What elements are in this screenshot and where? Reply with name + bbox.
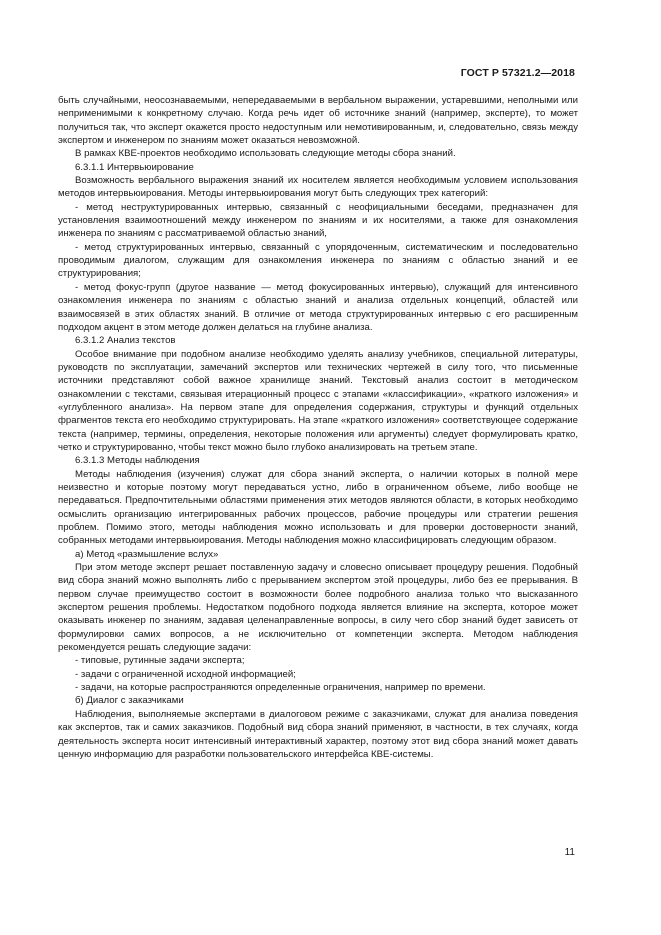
paragraph: Возможность вербального выражения знаний их носителем является необходимым условием использования методов интервьюирования. Методы интервьюирования могут быть следующих трех категорий: <box>58 175 578 200</box>
list-item: - метод структурированных интервью, связанный с упорядоченным, систематическим и последовательно проводимым диалогом, служащим для ознакомления инженера по знаниям с областью знаний и ее структурирования; <box>58 241 578 280</box>
paragraph: При этом методе эксперт решает поставленную задачу и словесно описывает процедуру решения. Подобный вид сбора знаний можно выполнять либо с прерыванием экспертом этой процедуры, либо без ее прерывания. В первом случае преимущество состоит в возможности более подробного анализа только что высказанного экспертом решения проблемы. Недостатком подобного подхода является влияние на эксперта, которое может оказывать инженер по знаниям, задавая целенаправленные вопросы, в силу чего сбор знаний будет зависеть от формулировки самих вопросов, а не исключительно от компетенции эксперта. Методом наблюдения рекомендуется решать следующие задачи: <box>58 562 578 654</box>
list-item: - метод неструктурированных интервью, связанный с неофициальными беседами, предназначен для установления взаимоотношений между инженером по знаниям и их носителями, а также для ознакомления инженера по знаниям с рассматриваемой областью знаний, <box>58 201 578 240</box>
subsection-heading-customer-dialog: б) Диалог с заказчиками <box>75 695 184 707</box>
list-item: - задачи, на которые распространяются определенные ограничения, например по времени. <box>75 682 486 694</box>
document-header: ГОСТ Р 57321.2—2018 <box>460 67 575 79</box>
paragraph-continuation: быть случайными, неосознаваемыми, непередаваемыми в вербальном выражении, устаревшими, неполными или неприменимыми к конкретному случаю. Когда речь идет об источнике знаний (например, эксперте), то может получиться так, что эксперт окажется просто недоступным или немотивированным, и, следовательно, связь между экспертом и инженером по знаниям может оказаться невозможной. <box>58 95 578 147</box>
section-heading-interviewing: 6.3.1.1 Интервьюирование <box>75 161 194 173</box>
list-item: - задачи с ограниченной исходной информацией; <box>75 668 296 680</box>
paragraph: Особое внимание при подобном анализе необходимо уделять анализу учебников, специальной литературы, руководств по эксплуатации, замечаний экспертов или технических чертежей в силу того, что письменные источники представляют собой важное хранилище знаний. Текстовый анализ состоит в методическом ознакомлении с текстами, связывая итерационный процесс с этапами «классификации», «краткого изложения» и «углубленного анализа». На первом этапе для определения содержания, структуры и функций отдельных фрагментов текста его необходимо структурировать. На этапе «краткого изложения» соответствующее содержание текста (например, термины, определения, некоторые положения или аргументы) следует формулировать кратко, четко и структурированно, чтобы текст можно было глубоко анализировать на третьем этапе. <box>58 348 578 453</box>
section-heading-observation-methods: 6.3.1.3 Методы наблюдения <box>75 455 200 467</box>
subsection-heading-think-aloud: а) Метод «размышление вслух» <box>75 548 219 560</box>
list-item: - типовые, рутинные задачи эксперта; <box>75 655 245 667</box>
list-item: - метод фокус-групп (другое название — метод фокусированных интервью), служащий для интенсивного ознакомления инженера по знаниям с областью знаний и анализа отдельных концепций, областей или взаимосвязей в этих областях знаний. В отличие от метода структурированных интервью с его расширенным подходом акцент в этом методе должен делаться на глубине анализа. <box>58 281 578 333</box>
paragraph: Наблюдения, выполняемые экспертами в диалоговом режиме с заказчиками, служат для анализа поведения как экспертов, так и самих заказчиков. Подобный вид сбора знаний применяют, в частности, в тех случаях, когда деятельность эксперта носит интенсивный интерактивный характер, поэтому этот вид сбора знаний может давать ценную информацию для разработки пользовательского интерфейса КВЕ-системы. <box>58 708 578 760</box>
paragraph: Методы наблюдения (изучения) служат для сбора знаний эксперта, о наличии которых в полной мере неизвестно и которые поэтому могут передаваться устно, либо в ограниченном объеме, либо вообще не передаваться. Предпочтительными областями применения этих методов являются области, в которых необходимо осмыслить организацию интегрированных рабочих процессов, рабочие процедуры или стратегии решения проблем. Помимо этого, методы наблюдения можно использовать и для проверки достоверности знаний, собранных методами интервьюирования. Методы наблюдения можно классифицировать следующим образом. <box>58 468 578 547</box>
page-number: 11 <box>564 847 575 858</box>
section-heading-text-analysis: 6.3.1.2 Анализ текстов <box>75 335 176 347</box>
paragraph: В рамках КВЕ-проектов необходимо использовать следующие методы сбора знаний. <box>75 148 456 160</box>
document-body <box>58 94 578 761</box>
